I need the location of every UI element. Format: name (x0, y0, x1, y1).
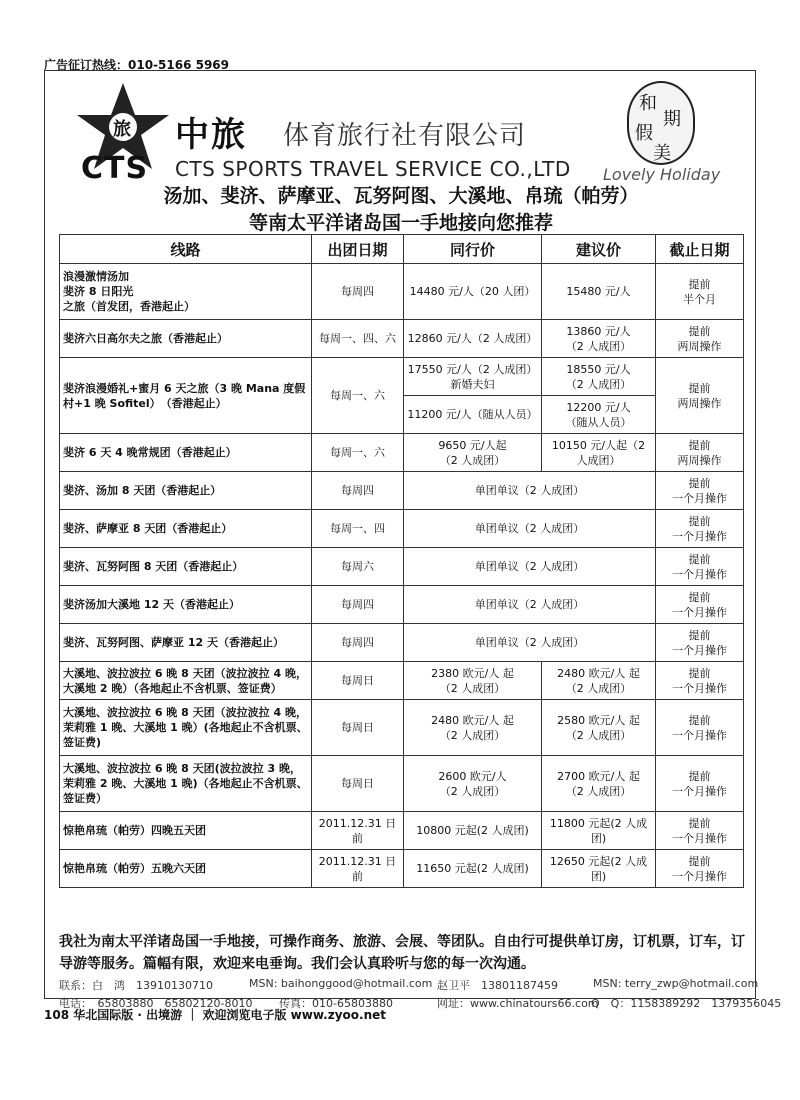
price-merged-cell: 单团单议（2 人成团） (404, 510, 656, 548)
table-row (60, 700, 744, 756)
column-header: 建议价 (542, 235, 656, 264)
route-cell: 斐济六日高尔夫之旅（香港起止） (60, 320, 312, 358)
table-row (60, 510, 744, 548)
column-header: 出团日期 (312, 235, 404, 264)
price-merged-cell: 单团单议（2 人成团） (404, 472, 656, 510)
website: 网址：www.chinatours66.com (437, 997, 599, 1010)
deadline-cell: 提前 一个月操作 (656, 756, 744, 812)
suggested-price-cell: 11800 元起(2 人成团) (542, 812, 656, 850)
seal-char: 和 (639, 93, 657, 114)
peer-price-cell: 2480 欧元/人 起 （2 人成团） (404, 700, 542, 756)
table-row (60, 434, 744, 472)
table-row (60, 320, 744, 358)
cts-logo-text: CTS (81, 151, 149, 186)
peer-price-cell: 12860 元/人（2 人成团） (404, 320, 542, 358)
route-cell: 斐济、瓦努阿图、萨摩亚 12 天（香港起止） (60, 624, 312, 662)
deadline-cell: 提前 一个月操作 (656, 586, 744, 624)
table-row (60, 548, 744, 586)
peer-price-cell: 17550 元/人（2 人成团） 新婚夫妇 (404, 358, 542, 396)
departure-date-cell: 每周四 (312, 264, 404, 320)
table-row (60, 624, 744, 662)
suggested-price-cell: 10150 元/人起（2 人成团） (542, 434, 656, 472)
suggested-price-cell: 12200 元/人 （随从人员） (542, 396, 656, 434)
suggested-price-cell: 18550 元/人 （2 人成团） (542, 358, 656, 396)
phone: 电话： 65803880 65802120-8010 (59, 997, 253, 1010)
departure-date-cell: 每周一、六 (312, 434, 404, 472)
service-description: 我社为南太平洋诸岛国一手地接，可操作商务、旅游、会展、等团队。自由行可提供单订房，订机票，订车，订导游等服务。篇幅有限，欢迎来电垂询。我们会认真聆听与您的每一次沟通。 (59, 934, 745, 972)
peer-price-cell: 14480 元/人（20 人团） (404, 264, 542, 320)
table-row (60, 264, 744, 320)
headline-destinations: 汤加、斐济、萨摩亚、瓦努阿图、大溪地、帛琉（帕劳） (163, 185, 639, 207)
deadline-cell: 提前 一个月操作 (656, 662, 744, 700)
deadline-cell: 提前 两周操作 (656, 320, 744, 358)
route-cell: 斐济、瓦努阿图 8 天团（香港起止） (60, 548, 312, 586)
departure-date-cell: 2011.12.31 日前 (312, 812, 404, 850)
deadline-cell: 提前 一个月操作 (656, 812, 744, 850)
departure-date-cell: 每周四 (312, 586, 404, 624)
route-cell: 大溪地、波拉波拉 6 晚 8 天团(波拉波拉 3 晚，茉莉雅 2 晚、大溪地 1 晚)（各地起止不含机票、签证费） (60, 756, 312, 812)
msn-1: MSN: baihonggood@hotmail.com (249, 977, 433, 990)
peer-price-cell: 9650 元/人起 （2 人成团） (404, 434, 542, 472)
seal-char: 期 (663, 109, 681, 130)
contact-person-2: 赵卫平 13801187459 (437, 979, 558, 992)
table-row (60, 586, 744, 624)
ad-hotline: 广告征订热线：010-5166 5969 (44, 58, 230, 72)
departure-date-cell: 每周一、六 (312, 358, 404, 434)
seal-char: 美 (653, 143, 671, 164)
deadline-cell: 提前 两周操作 (656, 358, 744, 434)
peer-price-cell: 11200 元/人（随从人员） (404, 396, 542, 434)
column-header: 同行价 (404, 235, 542, 264)
route-cell: 惊艳帛琉（帕劳）四晚五天团 (60, 812, 312, 850)
company-header (75, 81, 735, 191)
table-row (60, 472, 744, 510)
deadline-cell: 提前 一个月操作 (656, 850, 744, 888)
peer-price-cell: 11650 元起(2 人成团) (404, 850, 542, 888)
departure-date-cell: 每周日 (312, 700, 404, 756)
company-name-cn: 体育旅行社有限公司 (283, 121, 527, 151)
departure-date-cell: 每周日 (312, 756, 404, 812)
route-cell: 斐济汤加大溪地 12 天（香港起止） (60, 586, 312, 624)
holiday-seal-logo (627, 81, 695, 165)
suggested-price-cell: 2700 欧元/人 起 （2 人成团） (542, 756, 656, 812)
departure-date-cell: 每周一、四 (312, 510, 404, 548)
suggested-price-cell: 15480 元/人 (542, 264, 656, 320)
suggested-price-cell: 12650 元起(2 人成团) (542, 850, 656, 888)
contact-person-1: 联系：白 鸿 13910130710 (59, 979, 213, 992)
price-merged-cell: 单团单议（2 人成团） (404, 586, 656, 624)
route-cell: 斐济 6 天 4 晚常规团（香港起止） (60, 434, 312, 472)
deadline-cell: 提前 半个月 (656, 264, 744, 320)
table-row (60, 812, 744, 850)
brand-name-cn: 中旅 (175, 115, 247, 155)
departure-date-cell: 每周四 (312, 624, 404, 662)
logo-star-char: 旅 (113, 119, 131, 140)
seal-char: 假 (635, 123, 653, 144)
route-cell: 斐济、萨摩亚 8 天团（香港起止） (60, 510, 312, 548)
lovely-holiday-text: Lovely Holiday (603, 165, 721, 184)
departure-date-cell: 每周四 (312, 472, 404, 510)
table-header-row (60, 235, 744, 264)
route-cell: 浪漫激情汤加 斐济 8 日阳光 之旅（首发团，香港起止） (60, 264, 312, 320)
departure-date-cell: 2011.12.31 日前 (312, 850, 404, 888)
departure-date-cell: 每周六 (312, 548, 404, 586)
departure-date-cell: 每周日 (312, 662, 404, 700)
column-header: 截止日期 (656, 235, 744, 264)
price-merged-cell: 单团单议（2 人成团） (404, 624, 656, 662)
route-cell: 大溪地、波拉波拉 6 晚 8 天团（波拉波拉 4 晚，茉莉雅 1 晚、大溪地 1 晚）(各地起止不含机票、签证费) (60, 700, 312, 756)
table-row (60, 756, 744, 812)
column-header: 线路 (60, 235, 312, 264)
tour-price-table (59, 234, 744, 888)
headline-recommend: 等南太平洋诸岛国一手地接向您推荐 (248, 212, 553, 234)
deadline-cell: 提前 一个月操作 (656, 624, 744, 662)
table-row (60, 662, 744, 700)
deadline-cell: 提前 一个月操作 (656, 510, 744, 548)
peer-price-cell: 2380 欧元/人 起 （2 人成团） (404, 662, 542, 700)
peer-price-cell: 10800 元起(2 人成团) (404, 812, 542, 850)
suggested-price-cell: 13860 元/人 （2 人成团） (542, 320, 656, 358)
company-name-en: CTS SPORTS TRAVEL SERVICE CO.,LTD (175, 157, 571, 181)
route-cell: 斐济、汤加 8 天团（香港起止） (60, 472, 312, 510)
msn-2: MSN: terry_zwp@hotmail.com (593, 977, 759, 990)
route-cell: 大溪地、波拉波拉 6 晚 8 天团（波拉波拉 4 晚，大溪地 2 晚）（各地起止不含机票、签证费） (60, 662, 312, 700)
fax: 传真：010-65803880 (279, 997, 393, 1010)
deadline-cell: 提前 一个月操作 (656, 472, 744, 510)
ad-frame (44, 70, 782, 1010)
deadline-cell: 提前 一个月操作 (656, 548, 744, 586)
route-cell: 惊艳帛琉（帕劳）五晚六天团 (60, 850, 312, 888)
suggested-price-cell: 2480 欧元/人 起 （2 人成团） (542, 662, 656, 700)
qq: Q Q：1158389292 1379356045 (591, 997, 782, 1010)
deadline-cell: 提前 两周操作 (656, 434, 744, 472)
price-merged-cell: 单团单议（2 人成团） (404, 548, 656, 586)
table-row (60, 358, 744, 396)
departure-date-cell: 每周一、四、六 (312, 320, 404, 358)
table-row (60, 850, 744, 888)
peer-price-cell: 2600 欧元/人 （2 人成团） (404, 756, 542, 812)
suggested-price-cell: 2580 欧元/人 起 （2 人成团） (542, 700, 656, 756)
deadline-cell: 提前 一个月操作 (656, 700, 744, 756)
page-footer: 108 华北国际版 · 出境游 ｜ 欢迎浏览电子版 www.zyoo.net (44, 1008, 386, 1022)
route-cell: 斐济浪漫婚礼+蜜月 6 天之旅（3 晚 Mana 度假村+1 晚 Sofitel） （香港起止） (60, 358, 312, 434)
